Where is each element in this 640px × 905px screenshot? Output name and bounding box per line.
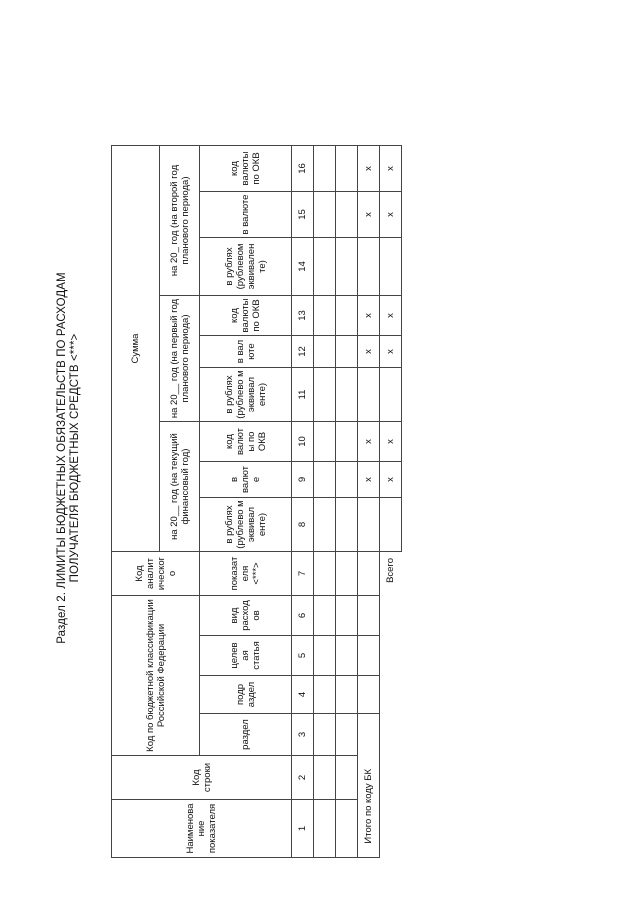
table-cell	[314, 676, 336, 714]
x-mark: x	[358, 192, 380, 238]
header-subsection: подр аздел	[200, 676, 292, 714]
header-code-row: Код строки	[112, 756, 292, 800]
column-number: 8	[292, 498, 314, 552]
table-cell	[336, 498, 358, 552]
table-cell	[314, 596, 336, 636]
x-mark: x	[358, 462, 380, 498]
table-cell	[314, 336, 336, 368]
table-cell	[358, 676, 380, 714]
column-number: 2	[292, 756, 314, 800]
table-row	[314, 146, 336, 858]
x-mark: x	[380, 336, 402, 368]
x-mark: x	[358, 422, 380, 462]
header-period-first: на 20__ год (на первый год планового периода)	[160, 296, 200, 422]
table-cell	[358, 498, 380, 552]
column-number: 7	[292, 552, 314, 596]
header-code-second: код валюты по ОКВ	[200, 146, 292, 192]
table-cell	[314, 462, 336, 498]
header-indicator: показат еля <***>	[200, 552, 292, 596]
table-cell	[336, 636, 358, 676]
column-number: 6	[292, 596, 314, 636]
table-cell	[314, 714, 336, 756]
grand-total-row	[380, 146, 402, 858]
header-cur-first: в вал юте	[200, 336, 292, 368]
header-sum-group: Сумма	[112, 146, 160, 552]
grand-total-label: Всего	[385, 558, 397, 583]
column-number: 4	[292, 676, 314, 714]
table-cell	[358, 238, 380, 296]
x-mark: x	[380, 296, 402, 336]
table-cell	[314, 146, 336, 192]
column-number-row	[292, 146, 314, 858]
column-number: 14	[292, 238, 314, 296]
x-mark: x	[380, 422, 402, 462]
table-cell	[314, 498, 336, 552]
table-cell	[336, 714, 358, 756]
table-cell	[336, 296, 358, 336]
x-mark: x	[358, 296, 380, 336]
table-cell	[380, 368, 402, 422]
header-analytic-group: Код аналит ическог о	[112, 552, 200, 596]
table-cell	[336, 756, 358, 800]
table-cell	[336, 368, 358, 422]
header-section: раздел	[200, 714, 292, 756]
table-cell	[358, 596, 380, 636]
bk-total-row	[358, 146, 380, 858]
table-cell	[314, 368, 336, 422]
header-target-article: целев ая статья	[200, 636, 292, 676]
column-number: 13	[292, 296, 314, 336]
table-cell	[336, 336, 358, 368]
header-rub-second: в рублях (рублевом эквивален те)	[200, 238, 292, 296]
column-number: 10	[292, 422, 314, 462]
table-cell	[314, 422, 336, 462]
table-cell	[314, 238, 336, 296]
table-row	[336, 146, 358, 858]
header-period-second: на 20_ год (на второй год планового периода)	[160, 146, 200, 296]
table-cell	[336, 192, 358, 238]
x-mark: x	[380, 146, 402, 192]
column-number: 3	[292, 714, 314, 756]
header-name: Наименова ние показателя	[112, 800, 292, 858]
table-cell	[336, 238, 358, 296]
table-cell	[314, 296, 336, 336]
section-title-line2: ПОЛУЧАТЕЛЯ БЮДЖЕТНЫХ СРЕДСТВ <***>	[69, 333, 81, 583]
column-number: 16	[292, 146, 314, 192]
header-cur-current: в валют е	[200, 462, 292, 498]
header-code-current: код валют ы по ОКВ	[200, 422, 292, 462]
x-mark: x	[358, 336, 380, 368]
header-expense-type: вид расход ов	[200, 596, 292, 636]
column-number: 5	[292, 636, 314, 676]
table-cell	[358, 714, 380, 756]
column-number: 1	[292, 800, 314, 858]
table-cell	[336, 552, 358, 596]
table-cell	[358, 636, 380, 676]
column-number: 11	[292, 368, 314, 422]
header-rub-current: в рублях (рублево м эквивал енте)	[200, 498, 292, 552]
limits-table	[111, 145, 402, 858]
column-number: 12	[292, 336, 314, 368]
table-cell	[380, 238, 402, 296]
table-cell	[336, 146, 358, 192]
column-number: 9	[292, 462, 314, 498]
header-period-current: на 20__ год (на текущий финансовый год)	[160, 422, 200, 552]
section-title-line1: Раздел 2. ЛИМИТЫ БЮДЖЕТНЫХ ОБЯЗАТЕЛЬСТВ ПО РАСХОДАМ	[56, 272, 68, 644]
column-number: 15	[292, 192, 314, 238]
table-cell	[336, 800, 358, 858]
table-cell	[380, 498, 402, 552]
section-title	[56, 88, 82, 828]
table-cell	[314, 636, 336, 676]
table-cell	[314, 800, 336, 858]
table-cell	[358, 368, 380, 422]
header-rub-first: в рублях (рублево м эквивал енте)	[200, 368, 292, 422]
table-cell	[314, 192, 336, 238]
header-cur-second: в валюте	[200, 192, 292, 238]
x-mark: x	[380, 192, 402, 238]
header-code-first: код валюты по ОКВ	[200, 296, 292, 336]
bk-total-label: Итого по коду БК	[358, 756, 380, 858]
table-cell	[336, 676, 358, 714]
table-cell	[314, 756, 336, 800]
table-cell	[336, 462, 358, 498]
header-bk-group: Код по бюджетной классификации Российской Федерации	[112, 596, 200, 756]
x-mark: x	[358, 146, 380, 192]
table-cell	[336, 596, 358, 636]
table-cell	[358, 552, 380, 596]
table-cell	[314, 552, 336, 596]
x-mark: x	[380, 462, 402, 498]
rotated-page	[8, 58, 397, 858]
table-cell	[336, 422, 358, 462]
